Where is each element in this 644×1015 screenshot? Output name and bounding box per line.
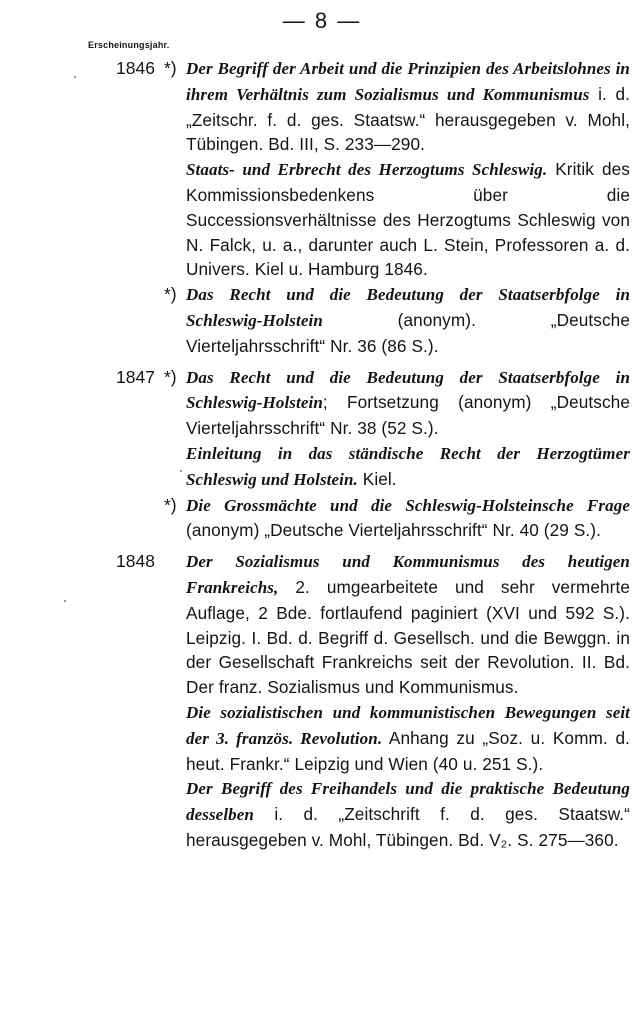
entry-text (186, 282, 630, 358)
bibliography-entry (116, 493, 636, 544)
bibliography-entry (116, 56, 636, 157)
entry-title: Einleitung in das ständische Recht der Herzogtümer Schleswig und Holstein. (186, 443, 630, 489)
bibliography-entry (116, 441, 636, 493)
entry-title: Die Grossmächte und die Schleswig-Holsteinsche Frage (186, 495, 630, 515)
entry-text (186, 493, 630, 544)
entry-details: 2. umgearbeitete und sehr vermehrte Auflage, 2 Bde. fortlaufend paginiert (XVI und 592 S.). Leipzig. I. Bd. d. Begriff d. Gesellsch. und die Bewggn. in der Gesellschaft Frankreichs seit der Revolution. II. Bd. Der franz. Sozialismus und Kommunismus. (186, 576, 630, 698)
entry-text (186, 549, 630, 700)
anonymous-marker: *) (164, 366, 177, 387)
entry-text (186, 441, 630, 493)
column-header-year: Erscheinungsjahr. (88, 40, 170, 50)
entry-title: Die sozialistischen und kommunistischen Bewegungen seit der 3. französ. Revolution. (186, 702, 630, 748)
bibliography-entry (116, 549, 636, 700)
entry-title: Der Begriff der Arbeit und die Prinzipien des Arbeitslohnes in ihrem Verhältnis zum Sozialismus und Kommunismus (186, 59, 630, 104)
bibliography-entry (116, 365, 636, 441)
entry-details: Kiel. (357, 468, 397, 489)
anonymous-marker: *) (164, 494, 177, 515)
entry-details: Anhang zu „Soz. u. Komm. d. heut. Frankr.“ Leipzig und Wien (40 u. 251 S.). (186, 727, 630, 774)
entry-details: i. d. „Zeitschr. f. d. ges. Staatsw.“ herausgegeben v. Mohl, Tübingen. Bd. III, S. 233—290. (186, 83, 630, 155)
anonymous-marker: *) (164, 58, 177, 78)
anonymous-marker: *) (164, 284, 177, 305)
entry-text (186, 365, 630, 441)
entry-title: Das Recht und die Bedeutung der Staatserbfolge in Schleswig-Holstein (186, 285, 630, 330)
bibliography-entry (116, 282, 636, 358)
entry-text (186, 700, 630, 776)
scan-speck (64, 600, 66, 602)
entry-details: (anonym) „Deutsche Vierteljahrsschrift“ Nr. 40 (29 S.). (186, 520, 601, 541)
entry-title: Der Begriff des Freihandels und die praktische Bedeutung desselben (186, 779, 630, 825)
page-number: — 8 — (282, 8, 362, 33)
entry-text (186, 157, 630, 282)
entry-text (186, 56, 630, 157)
entry-details: (anonym). „Deutsche Vierteljahrsschrift“ Nr. 36 (86 S.). (186, 309, 630, 356)
bibliography-entry (116, 700, 636, 776)
scan-speck (180, 470, 182, 472)
entry-details: Kritik des Kommissionsbedenkens über die Successionsverhältnisse des Herzogtums Schleswig von N. Falck, u. a., darunter auch L. Stein, Professoren a. d. Univers. Kiel u. Hamburg 1846. (186, 159, 630, 280)
entry-year: 1848 (116, 551, 155, 572)
entry-year: 1846 (116, 58, 155, 78)
entry-title: Staats- und Erbrecht des Herzogtums Schleswig. (186, 160, 548, 180)
entry-text (186, 776, 630, 852)
entry-year: 1847 (116, 366, 155, 387)
entry-title: Der Sozialismus und Kommunismus des heutigen Frankreichs, (186, 552, 630, 597)
bibliography-entry (116, 776, 636, 852)
bibliography-entry (116, 157, 636, 282)
entry-details: ; Fortsetzung (anonym) „Deutsche Vierteljahrsschrift“ Nr. 38 (52 S.). (186, 392, 630, 439)
entry-title: Das Recht und die Bedeutung der Staatserbfolge in Schleswig-Holstein (186, 367, 630, 413)
scan-speck (74, 76, 76, 78)
entry-details: i. d. „Zeitschrift f. d. ges. Staatsw.“ herausgegeben v. Mohl, Tübingen. Bd. V₂. S. 275—360. (186, 804, 630, 850)
bibliography-list (116, 56, 636, 853)
